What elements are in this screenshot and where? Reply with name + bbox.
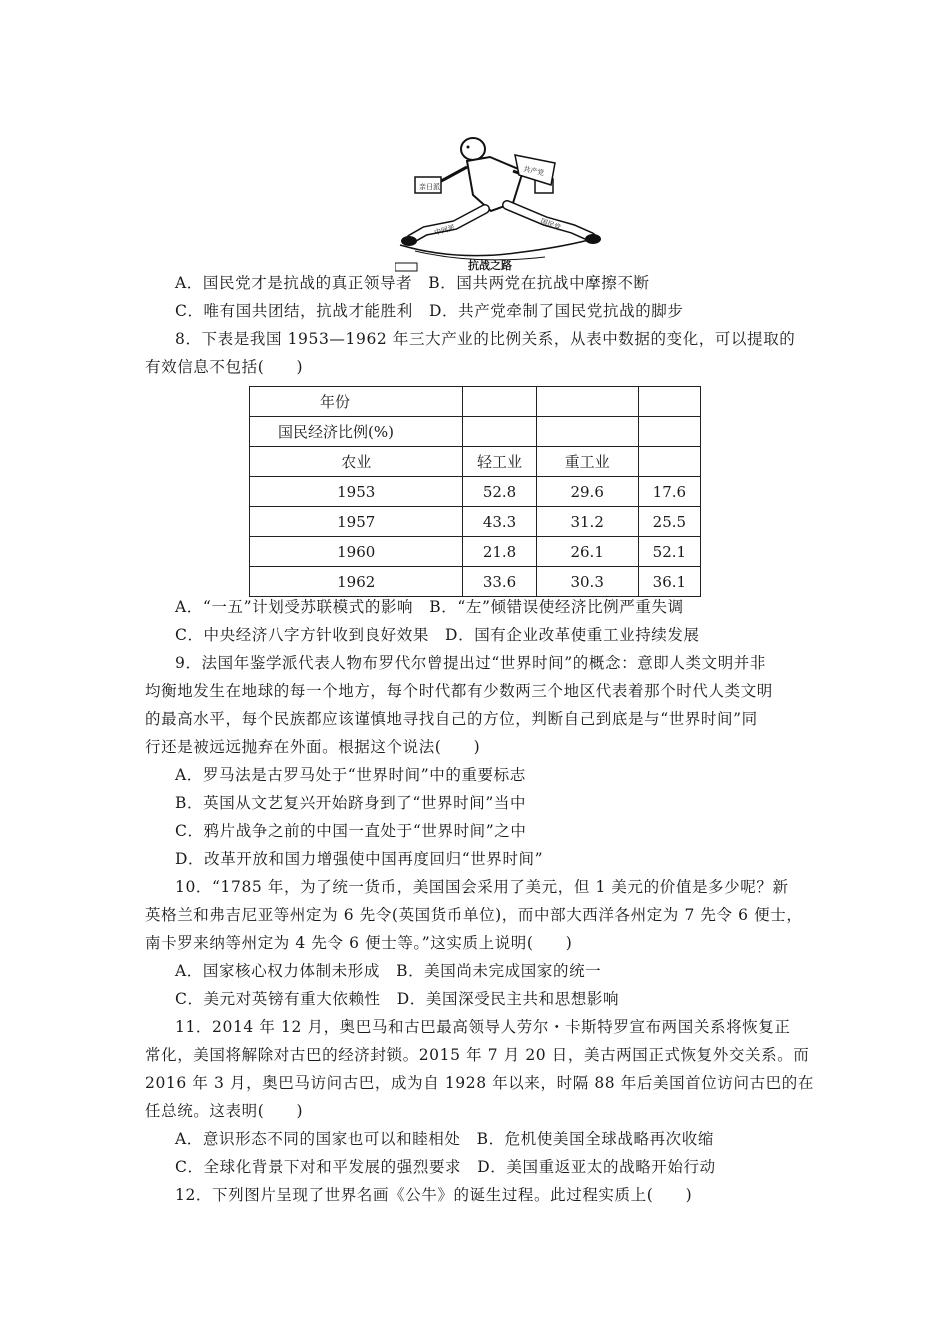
q11-stem-line1: 11．2014 年 12 月，奥巴马和古巴最高领导人劳尔・卡斯特罗宣布两国关系将恢复正 bbox=[175, 1018, 791, 1036]
q8-stem-line2: 有效信息不包括( ) bbox=[145, 358, 304, 376]
q11-options-line1: A．意识形态不同的国家也可以和睦相处 B．危机使美国全球战略再次收缩 bbox=[175, 1130, 714, 1148]
table-row bbox=[250, 537, 701, 567]
q10-stem-line2: 英格兰和弗吉尼亚等州定为 6 先令(英国货币单位)，而中部大西洋各州定为 7 先令 6 便士， bbox=[145, 906, 803, 924]
table-cell: 30.3 bbox=[536, 567, 638, 597]
q11-stem-line4: 任总统。这表明( ) bbox=[145, 1102, 304, 1120]
q9-stem-line4: 行还是被远远抛弃在外面。根据这个说法( ) bbox=[145, 738, 481, 756]
table-cell: 33.6 bbox=[463, 567, 536, 597]
table-cell: 21.8 bbox=[463, 537, 536, 567]
table-header-heavy-industry: 重工业 bbox=[536, 447, 638, 477]
q11-stem-line3: 2016 年 3 月，奥巴马访问古巴，成为自 1928 年以来，时隔 88 年后美国首位访问古巴的在 bbox=[145, 1074, 814, 1092]
q10-options-line1: A．国家核心权力体制未形成 B．美国尚未完成国家的统一 bbox=[175, 962, 602, 980]
q9-option-b: B．英国从文艺复兴开始跻身到了“世界时间”当中 bbox=[175, 794, 527, 812]
table-cell: 36.1 bbox=[638, 567, 700, 597]
table-cell: 25.5 bbox=[638, 507, 700, 537]
table-cell: 31.2 bbox=[536, 507, 638, 537]
q8-data-table bbox=[249, 386, 701, 597]
table-cell: 52.8 bbox=[463, 477, 536, 507]
table-header-ratio: 国民经济比例(%) bbox=[250, 417, 463, 447]
q8-options-line1: A．“一五”计划受苏联模式的影响 B．“左”倾错误使经济比例严重失调 bbox=[175, 598, 684, 616]
q9-stem-line3: 的最高水平，每个民族都应该谨慎地寻找自己的方位，判断自己到底是与“世界时间”同 bbox=[145, 710, 758, 728]
svg-text:共产党: 共产党 bbox=[522, 165, 545, 178]
q10-options-line2: C．美元对英镑有重大依赖性 D．美国深受民主共和思想影响 bbox=[175, 990, 620, 1008]
table-cell: 1962 bbox=[250, 567, 463, 597]
q9-option-d: D．改革开放和国力增强使中国再度回归“世界时间” bbox=[175, 850, 544, 868]
cartoon-caption: 抗战之路 bbox=[468, 259, 512, 272]
table-cell: 1957 bbox=[250, 507, 463, 537]
q7-options-line2: C．唯有国共团结，抗战才能胜利 D．共产党牵制了国民党抗战的脚步 bbox=[175, 302, 684, 320]
table-row bbox=[250, 477, 701, 507]
q11-options-line2: C．全球化背景下对和平发展的强烈要求 D．美国重返亚太的战略开始行动 bbox=[175, 1158, 716, 1176]
svg-text:国民党: 国民党 bbox=[539, 217, 562, 233]
table-cell: 29.6 bbox=[536, 477, 638, 507]
table-row bbox=[250, 567, 701, 597]
q12-stem: 12．下列图片呈现了世界名画《公牛》的诞生过程。此过程实质上( ) bbox=[175, 1186, 693, 1204]
table-cell: 52.1 bbox=[638, 537, 700, 567]
table-cell: 26.1 bbox=[536, 537, 638, 567]
table-row bbox=[250, 507, 701, 537]
cartoon-runner-image bbox=[395, 133, 605, 275]
q9-stem-line1: 9．法国年鉴学派代表人物布罗代尔曾提出过“世界时间”的概念：意即人类文明并非 bbox=[175, 654, 767, 672]
table-header-light-industry: 轻工业 bbox=[463, 447, 536, 477]
q7-options-line1: A．国民党才是抗战的真正领导者 B．国共两党在抗战中摩擦不断 bbox=[175, 274, 650, 292]
q11-stem-line2: 常化，美国将解除对古巴的经济封锁。2015 年 7 月 20 日，美古两国正式恢复外交关系。而 bbox=[145, 1046, 810, 1064]
table-cell: 1960 bbox=[250, 537, 463, 567]
svg-text:亲日派: 亲日派 bbox=[419, 183, 440, 191]
q9-option-c: C．鸦片战争之前的中国一直处于“世界时间”之中 bbox=[175, 822, 527, 840]
table-cell: 43.3 bbox=[463, 507, 536, 537]
svg-text:中间派: 中间派 bbox=[433, 223, 456, 237]
q10-stem-line1: 10．“1785 年，为了统一货币，美国国会采用了美元，但 1 美元的价值是多少呢？新 bbox=[175, 878, 789, 896]
q10-stem-line3: 南卡罗来纳等州定为 4 先令 6 便士等。”这实质上说明( ) bbox=[145, 934, 573, 952]
table-header-year: 年份 bbox=[250, 387, 463, 417]
q8-stem-line1: 8．下表是我国 1953—1962 年三大产业的比例关系，从表中数据的变化，可以提取的 bbox=[175, 330, 796, 348]
q9-stem-line2: 均衡地发生在地球的每一个地方，每个时代都有少数两三个地区代表着那个时代人类文明 bbox=[145, 682, 773, 700]
table-cell: 1953 bbox=[250, 477, 463, 507]
q9-option-a: A．罗马法是古罗马处于“世界时间”中的重要标志 bbox=[175, 766, 526, 784]
table-header-agriculture: 农业 bbox=[250, 447, 463, 477]
q8-options-line2: C．中央经济八字方针收到良好效果 D．国有企业改革使重工业持续发展 bbox=[175, 626, 700, 644]
table-cell: 17.6 bbox=[638, 477, 700, 507]
